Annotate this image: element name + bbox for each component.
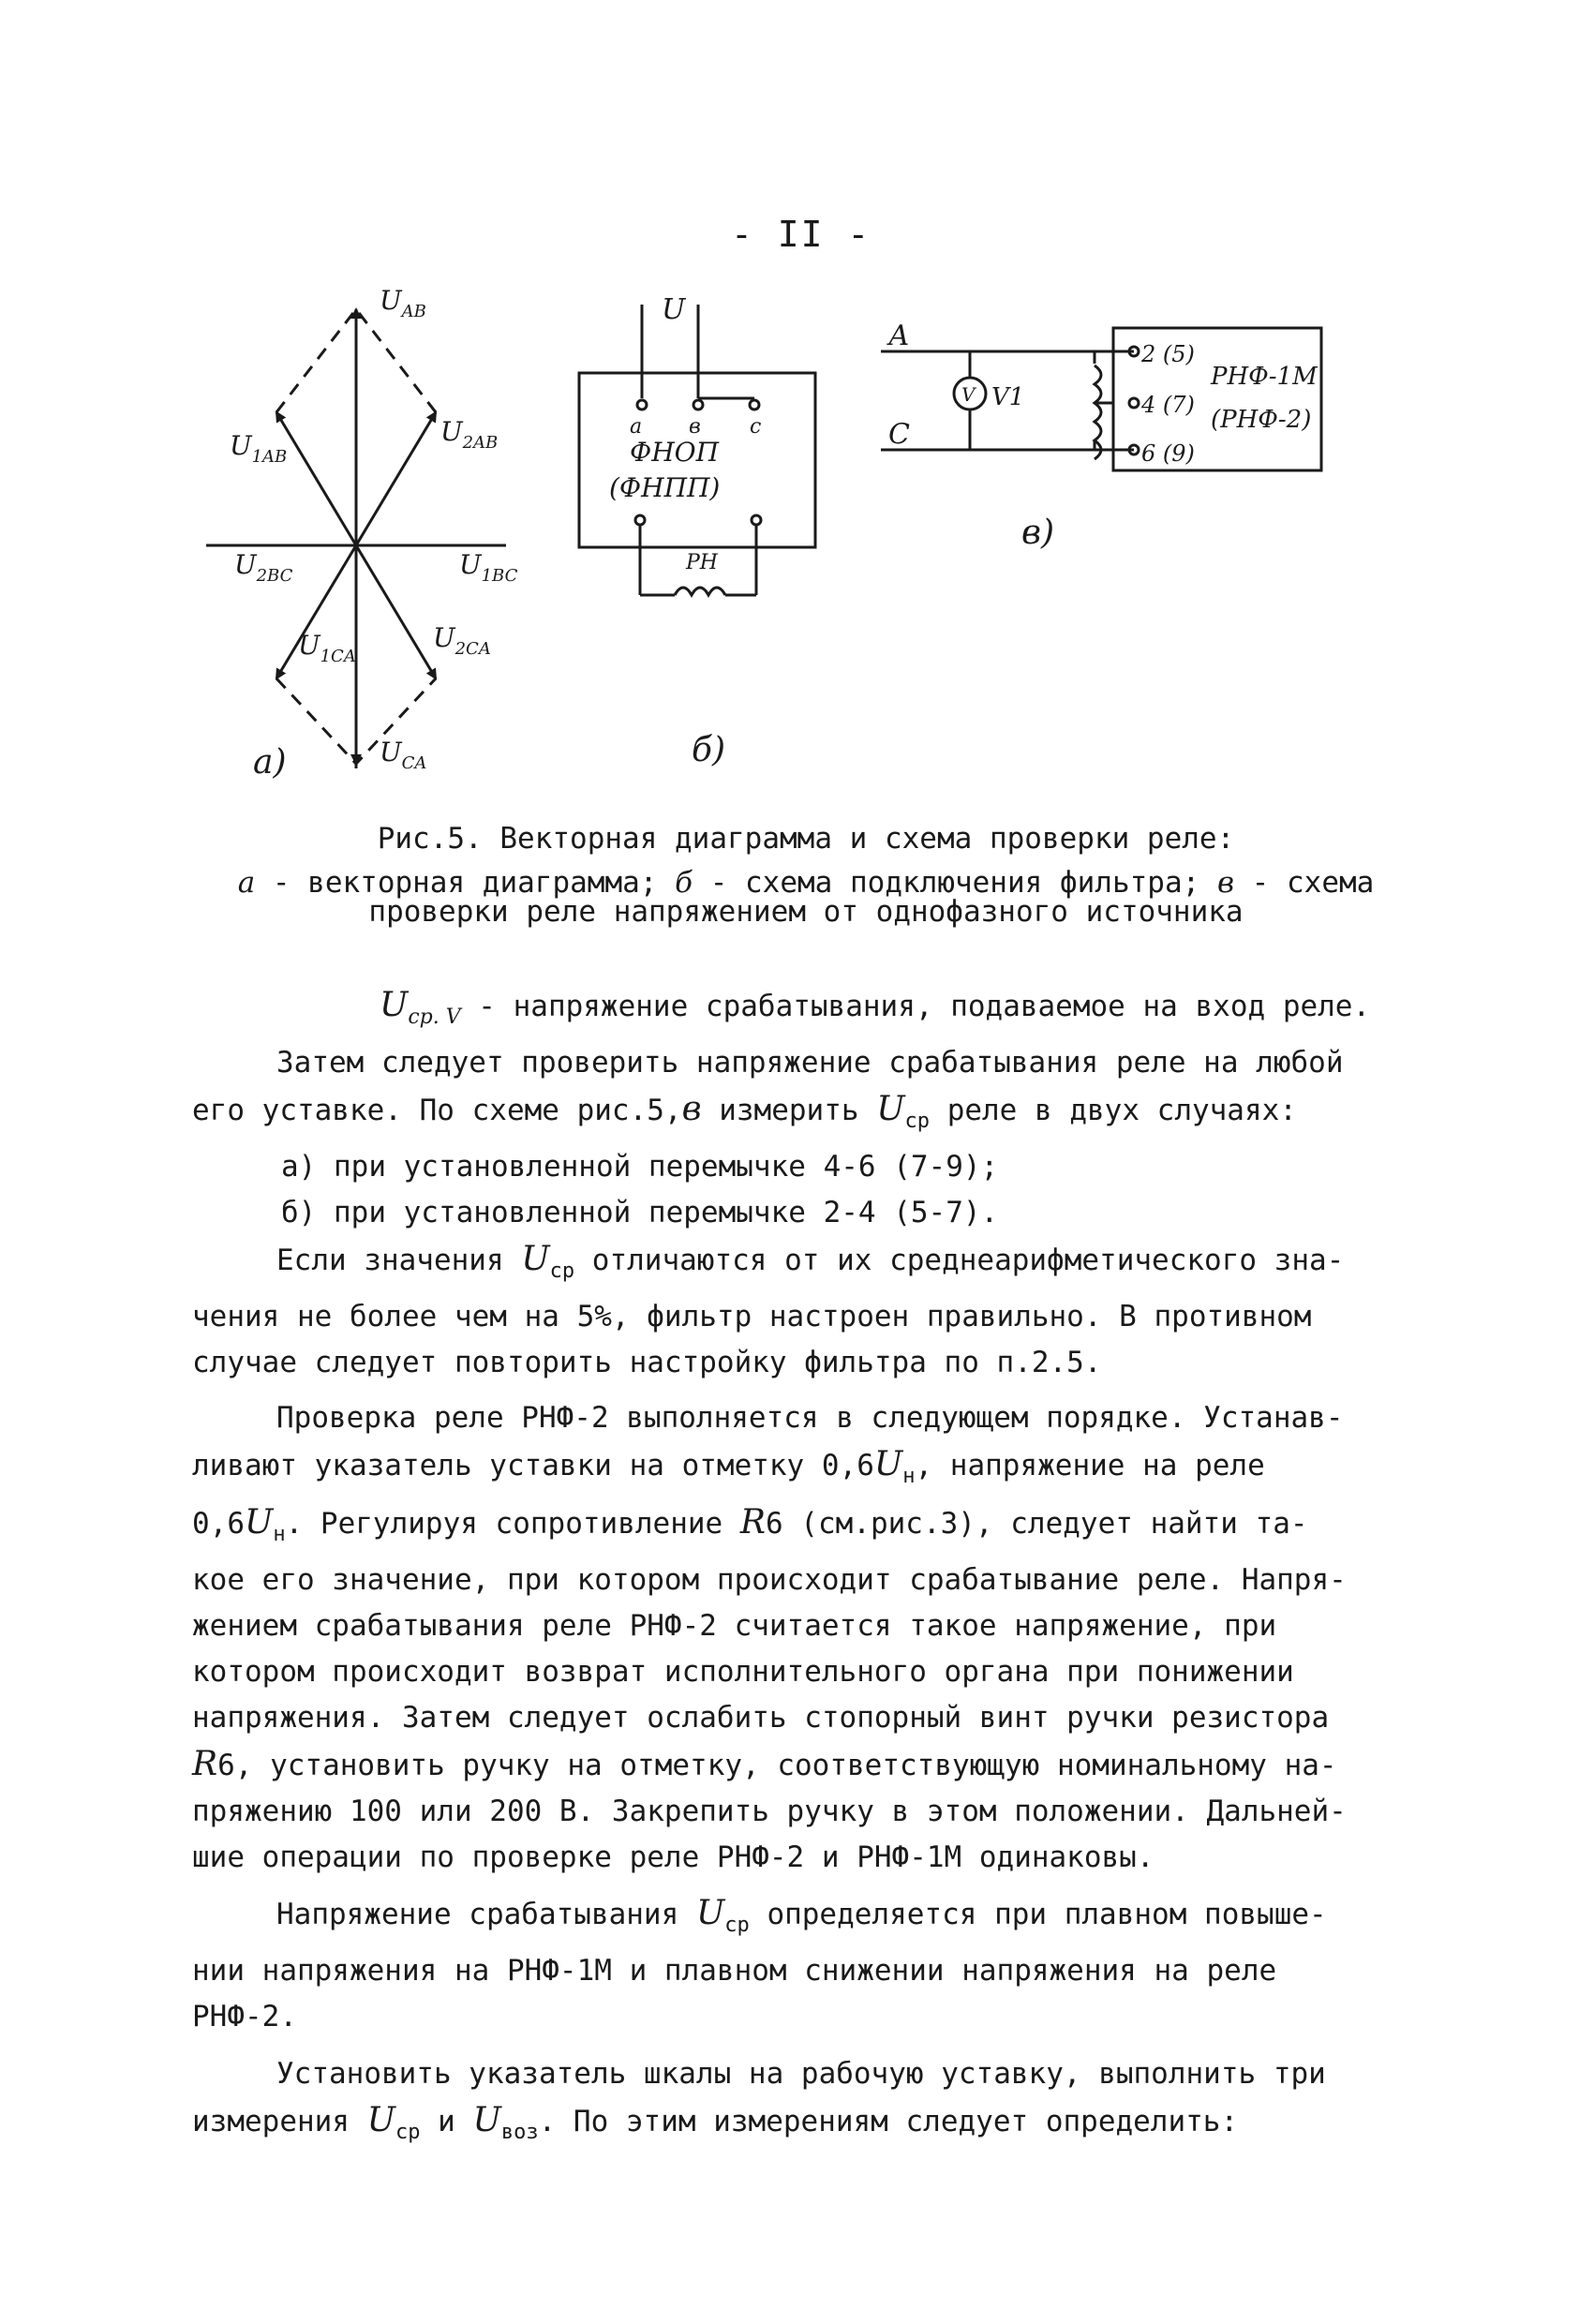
label-u2-bc: $U_{2BC}$ bbox=[234, 549, 293, 586]
label-u-ca: $U_{CA}$ bbox=[380, 737, 427, 773]
vector-u2-ab bbox=[356, 412, 436, 545]
vector-u2-ca bbox=[356, 545, 436, 678]
label-term-c: с bbox=[750, 415, 762, 439]
paragraph-line: Напряжение срабатывания $U_{ср}$ определяется при плавном повыше- bbox=[276, 1894, 1327, 1937]
paragraph-line: чения не более чем на 5%, фильтр настроен правильно. В противном bbox=[192, 1300, 1312, 1333]
label-u: U bbox=[662, 293, 686, 326]
label-u2-ab: $U_{2AB}$ bbox=[440, 416, 499, 453]
paragraph-line: нии напряжения на РНФ-1М и плавном снижении напряжения на реле bbox=[192, 1954, 1277, 1988]
paragraph-line: шие операции по проверке реле РНФ-2 и РНФ-1М одинаковы. bbox=[192, 1840, 1155, 1874]
body-text bbox=[192, 982, 1410, 2155]
filter-name-alt: (ФНПП) bbox=[609, 472, 721, 503]
list-item: б) при установленной перемычке 2-4 (5-7). bbox=[281, 1196, 999, 1229]
terminal-b bbox=[693, 400, 703, 410]
paragraph-line: Установить указатель шкалы на рабочую уставку, выполнить три bbox=[276, 2057, 1326, 2091]
paragraph-line: кое его значение, при котором происходит срабатывание реле. Напря- bbox=[192, 1563, 1347, 1597]
label-rn: РН bbox=[686, 551, 718, 574]
label-term-b: в bbox=[689, 415, 701, 439]
page-number: - II - bbox=[731, 214, 871, 255]
label-v1: V1 bbox=[991, 383, 1025, 411]
paragraph-line: котором происходит возврат исполнительного органа при понижении bbox=[192, 1655, 1294, 1689]
figure-c-tag: в) bbox=[1021, 514, 1054, 552]
figure-diagrams bbox=[0, 0, 1594, 825]
relay-name-alt: (РНФ-2) bbox=[1211, 406, 1312, 434]
terminal-a bbox=[637, 400, 647, 410]
label-u2-ca: $U_{2CA}$ bbox=[433, 622, 491, 659]
label-u1-ab: $U_{1AB}$ bbox=[230, 430, 288, 467]
paragraph-line: Затем следует проверить напряжение срабатывания реле на любой bbox=[276, 1046, 1344, 1080]
label-phase-c: С bbox=[888, 418, 910, 451]
paragraph-line: жением срабатывания реле РНФ-2 считается такое напряжение, при bbox=[192, 1609, 1277, 1643]
label-phase-a: А bbox=[888, 320, 910, 352]
paragraph-line: пряжению 100 или 200 В. Закрепить ручку в этом положении. Дальней- bbox=[192, 1795, 1347, 1828]
paragraph-line: напряжения. Затем следует ослабить стопорный винт ручки резистора bbox=[192, 1701, 1330, 1735]
figure-b-tag: б) bbox=[692, 731, 726, 769]
paragraph-line: его уставке. По схеме рис.5,в измерить $U_{ср}$ реле в двух случаях: bbox=[192, 1090, 1297, 1133]
label-u-ab: $U_{AB}$ bbox=[380, 285, 426, 321]
vector-diagram bbox=[206, 309, 506, 768]
single-phase-test-diagram bbox=[881, 328, 1321, 470]
label-pin-4-7: 4 (7) bbox=[1141, 392, 1195, 418]
label-pin-6-9: 6 (9) bbox=[1141, 440, 1195, 467]
paragraph-line: $U_{ср. V}$ - напряжение срабатывания, подаваемое на вход реле. bbox=[380, 986, 1371, 1029]
figure-caption-legend-cont: проверки реле напряжением от однофазного источника bbox=[368, 895, 1244, 929]
paragraph-line: случае следует повторить настройку фильтра по п.2.5. bbox=[192, 1346, 1102, 1379]
relay-coil bbox=[675, 588, 725, 595]
voltmeter-symbol: V bbox=[961, 383, 976, 406]
filter-name: ФНОП bbox=[630, 437, 720, 468]
vector-u1-ab bbox=[276, 412, 356, 545]
label-u1-bc: $U_{1BC}$ bbox=[459, 549, 518, 586]
paragraph-line: R6, установить ручку на отметку, соответствующую номинальному на- bbox=[192, 1745, 1337, 1783]
list-item: а) при установленной перемычке 4-6 (7-9); bbox=[281, 1150, 999, 1184]
paragraph-line: $0,6U_н$. Регулируя сопротивление R6 (см.рис.3), следует найти та- bbox=[192, 1503, 1308, 1546]
terminal-c bbox=[750, 400, 759, 410]
label-pin-2-5: 2 (5) bbox=[1141, 341, 1195, 367]
paragraph-line: измерения $U_{ср}$ и $U_{воз}$. По этим измерениям следует определить: bbox=[192, 2101, 1239, 2144]
label-term-a: а bbox=[630, 415, 643, 439]
figure-a-tag: а) bbox=[253, 743, 287, 782]
figure-caption-title: Рис.5. Векторная диаграмма и схема проверки реле: bbox=[377, 822, 1235, 856]
paragraph-line: РНФ-2. bbox=[192, 2000, 297, 2034]
paragraph-line: Проверка реле РНФ-2 выполняется в следующем порядке. Устанав- bbox=[276, 1401, 1344, 1435]
paragraph-line: ливают указатель уставки на отметку $0,6U_н$, напряжение на реле bbox=[192, 1445, 1265, 1488]
paragraph-line: Если значения $U_{ср}$ отличаются от их среднеарифметического зна- bbox=[276, 1240, 1345, 1283]
relay-name: РНФ-1М bbox=[1211, 363, 1318, 391]
label-u1-ca: $U_{1CA}$ bbox=[298, 630, 356, 666]
figure-caption-legend: а - векторная диаграмма; б - схема подключения фильтра; в - схема bbox=[237, 866, 1375, 900]
